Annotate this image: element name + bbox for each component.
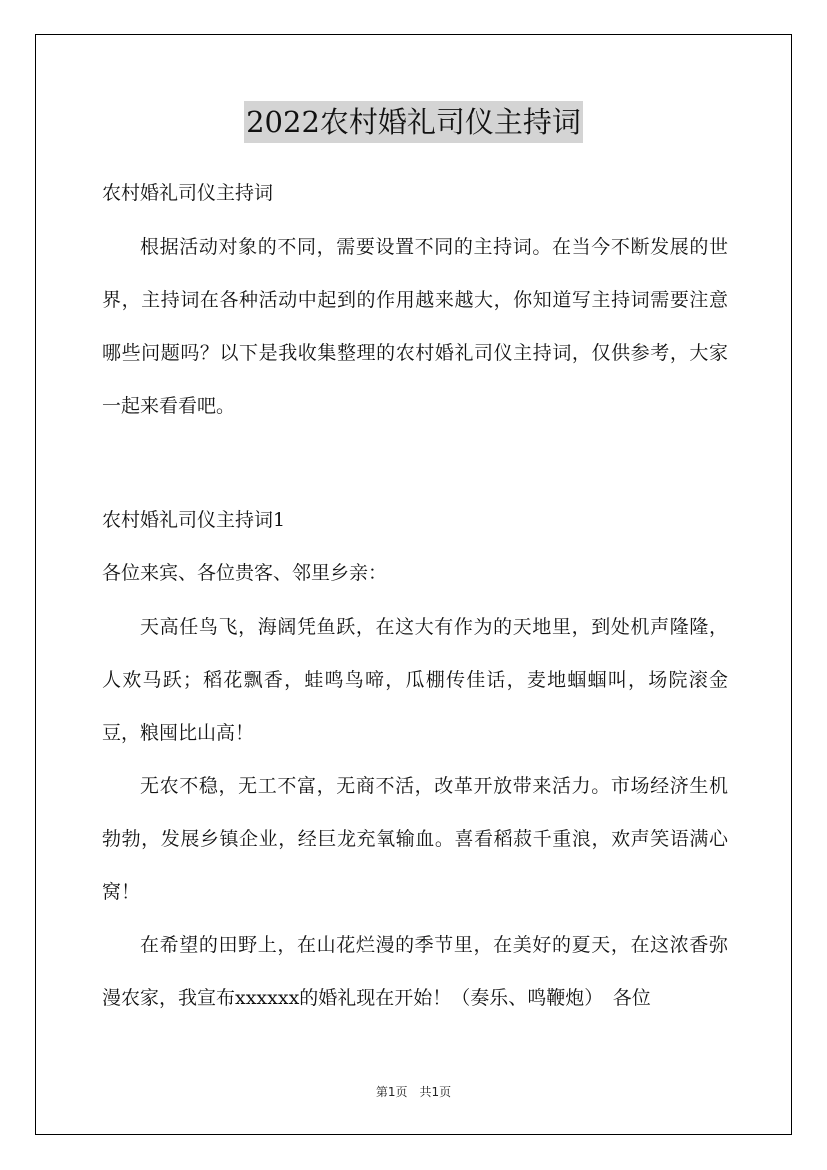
- paragraph-gap: [102, 433, 728, 495]
- greeting: 各位来宾、各位贵客、邻里乡亲：: [102, 562, 388, 584]
- page-footer: 第1页 共1页: [375, 1085, 452, 1099]
- body-paragraph-3: 在希望的田野上，在山花烂漫的季节里，在美好的夏天，在这浓香弥漫农家，我宣布xxxxxx的婚礼现在开始！（奏乐、鸣鞭炮） 各位: [102, 934, 728, 1009]
- document-body: [102, 168, 728, 1025]
- body-paragraph-1: 天高任鸟飞，海阔凭鱼跃，在这大有作为的天地里，到处机声隆隆，人欢马跃；稻花飘香，蛙鸣鸟啼，瓜棚传佳话，麦地蝈蝈叫，场院滚金豆，粮囤比山高！: [102, 616, 728, 744]
- title-container: [0, 101, 827, 143]
- intro-paragraph: 根据活动对象的不同，需要设置不同的主持词。在当今不断发展的世界，主持词在各种活动中起到的作用越来越大，你知道写主持词需要注意哪些问题吗？以下是我收集整理的农村婚礼司仪主持词，仅供参考，大家一起来看看吧。: [102, 236, 728, 417]
- body-paragraph-2: 无农不稳，无工不富，无商不活，改革开放带来活力。市场经济生机勃勃，发展乡镇企业，经巨龙充氧输血。喜看稻菽千重浪，欢声笑语满心窝！: [102, 775, 728, 903]
- section-heading: 农村婚礼司仪主持词1: [102, 509, 286, 531]
- document-title: 2022农村婚礼司仪主持词: [244, 101, 583, 143]
- subtitle: 农村婚礼司仪主持词: [102, 182, 274, 204]
